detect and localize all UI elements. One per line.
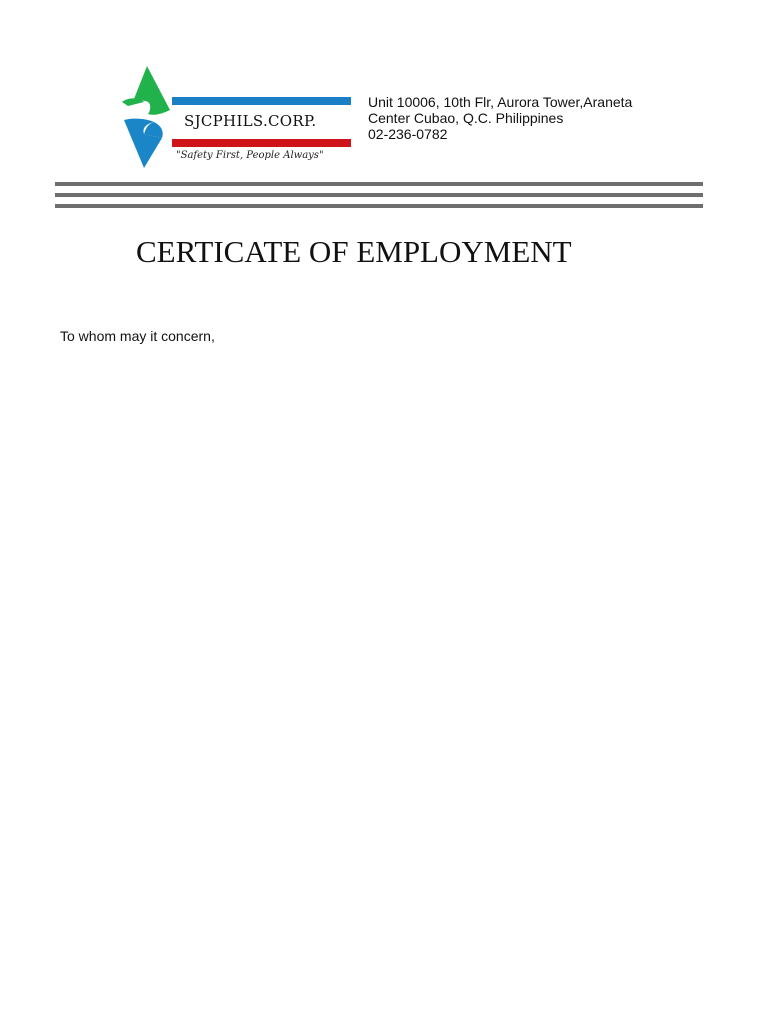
phone-number: 02-236-0782: [368, 126, 448, 142]
company-tagline: "Safety First, People Always": [176, 150, 324, 161]
letterhead-blue-bar: [172, 97, 351, 105]
company-address: [368, 94, 632, 142]
company-logo-icon: [118, 62, 174, 174]
salutation: To whom may it concern,: [60, 328, 215, 344]
letterhead-red-bar: [172, 139, 351, 147]
company-name: SJCPHILS.CORP.: [184, 112, 317, 130]
address-line: Unit 10006, 10th Flr, Aurora Tower,Araneta: [368, 94, 633, 110]
address-line: Center Cubao, Q.C. Philippines: [368, 110, 564, 126]
header-rule: [55, 182, 703, 186]
header-rule: [55, 193, 703, 197]
header-rule: [55, 204, 703, 208]
document-title: CERTICATE OF EMPLOYMENT: [136, 234, 572, 269]
